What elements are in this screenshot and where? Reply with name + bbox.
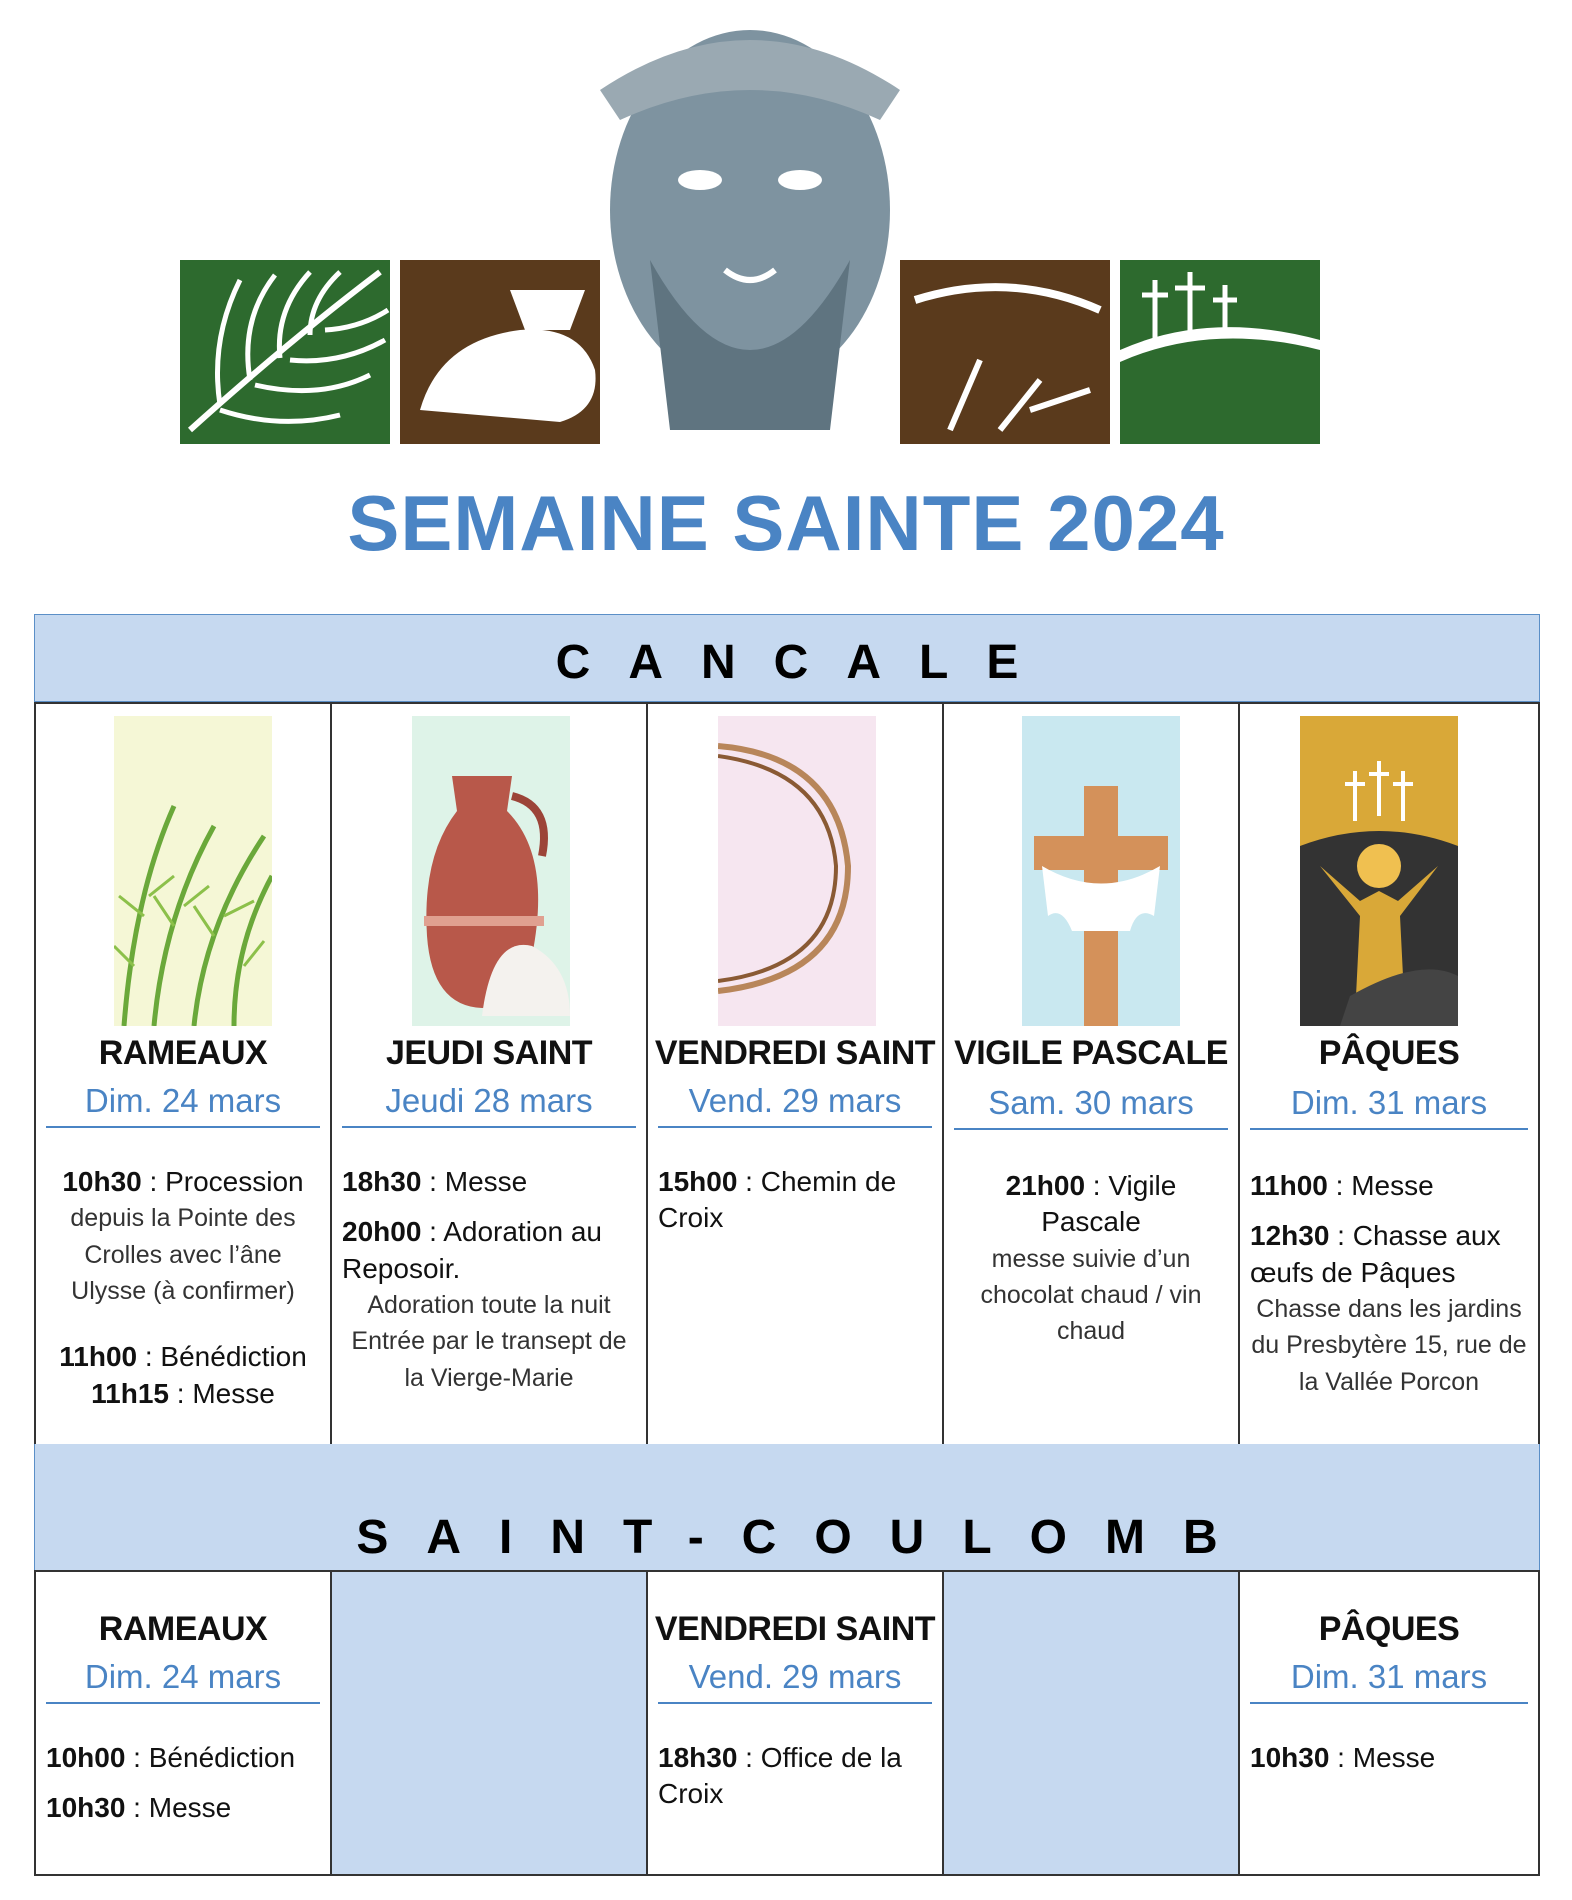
day-date: Sam. 30 mars xyxy=(954,1084,1228,1130)
day-title: PÂQUES xyxy=(1318,1610,1460,1648)
entry-text: : Chemin de Croix xyxy=(658,1166,897,1234)
entry xyxy=(954,1168,1228,1350)
entry-text: : Bénédiction xyxy=(137,1341,307,1373)
pitcher-and-towel-icon xyxy=(412,716,570,1026)
entry-time: 21h00 xyxy=(1005,1170,1086,1201)
entry-text: : Vigile Pascale xyxy=(1041,1170,1177,1238)
day-title: PÂQUES xyxy=(1318,1034,1460,1072)
entry-text: : Messe xyxy=(421,1166,528,1197)
cancale-day-vigile-pascale xyxy=(942,702,1240,1446)
cancale-day-paques xyxy=(1238,702,1540,1446)
christ-face-icon xyxy=(600,30,900,430)
day-title: VENDREDI SAINT xyxy=(654,1610,936,1648)
entry xyxy=(46,1164,320,1309)
page-title: SEMAINE SAINTE 2024 xyxy=(347,479,1225,567)
entry-time: 10h30 xyxy=(62,1166,142,1197)
entry-text: : Messe xyxy=(125,1792,232,1824)
entry-time: 11h00 xyxy=(1250,1170,1328,1201)
holy-week-banner-illustration xyxy=(180,10,1320,450)
cross-with-shroud-icon xyxy=(1022,716,1180,1026)
entry xyxy=(46,1790,320,1826)
entries-list xyxy=(658,1164,932,1245)
day-date: Dim. 24 mars xyxy=(46,1658,320,1704)
entry-time: 15h00 xyxy=(658,1166,738,1197)
entry-note: Adoration toute la nuit Entrée par le transept de la Vierge-Marie xyxy=(351,1291,627,1392)
entry-time: 11h15 xyxy=(91,1377,170,1409)
entries-list xyxy=(342,1164,636,1404)
day-title: VENDREDI SAINT xyxy=(654,1034,936,1072)
entry-time: 10h30 xyxy=(1250,1742,1330,1773)
entry-text: : Adoration au Reposoir. xyxy=(342,1216,602,1284)
saint-coulomb-empty-cell xyxy=(942,1570,1240,1876)
entry xyxy=(1250,1168,1528,1204)
day-title: VIGILE PASCALE xyxy=(954,1034,1228,1072)
entry-time: 18h30 xyxy=(658,1742,738,1773)
entry xyxy=(1250,1740,1528,1776)
entry xyxy=(46,1339,320,1375)
saint-coulomb-day-vendredi-saint xyxy=(646,1570,944,1876)
holy-week-schedule-table xyxy=(34,614,1540,1876)
saint-coulomb-day-paques xyxy=(1238,1570,1540,1876)
day-title: JEUDI SAINT xyxy=(385,1034,593,1072)
entry xyxy=(46,1740,320,1776)
entry xyxy=(1250,1218,1528,1400)
crown-of-thorns-icon xyxy=(718,716,876,1026)
saint-coulomb-day-rameaux xyxy=(34,1570,332,1876)
entry-note: depuis la Pointe des Crolles avec l’âne Ulysse (à confirmer) xyxy=(70,1204,296,1305)
entry-text: : Messe xyxy=(1327,1170,1434,1201)
risen-christ-icon xyxy=(1300,716,1458,1026)
bread-and-cup-icon xyxy=(400,260,600,444)
entry-time: 10h30 xyxy=(46,1792,126,1824)
day-date: Dim. 31 mars xyxy=(1250,1084,1528,1130)
day-date: Dim. 31 mars xyxy=(1250,1658,1528,1704)
entry-text: : Messe xyxy=(1329,1742,1436,1773)
cancale-label: CANCALE xyxy=(555,636,1057,689)
entry-time: 18h30 xyxy=(342,1166,422,1197)
entry-text: : Procession xyxy=(141,1166,304,1197)
entry-text: : Office de la Croix xyxy=(658,1742,902,1810)
entries-list xyxy=(954,1168,1228,1358)
entry-time: 11h00 xyxy=(59,1341,138,1373)
cancale-day-rameaux xyxy=(34,702,332,1446)
entry-text: : Messe xyxy=(169,1377,275,1409)
entries-list xyxy=(658,1740,932,1821)
saint-coulomb-empty-cell xyxy=(330,1570,648,1876)
crown-and-nails-icon xyxy=(900,260,1110,444)
calvary-hill-icon xyxy=(1120,260,1320,444)
entry xyxy=(342,1164,636,1200)
entry-time: 20h00 xyxy=(342,1216,422,1248)
entry xyxy=(342,1214,636,1396)
day-date: Vend. 29 mars xyxy=(658,1658,932,1704)
cancale-day-vendredi-saint xyxy=(646,702,944,1446)
saint-coulomb-label: SAINT-COULOMB xyxy=(356,1511,1256,1564)
cancale-day-jeudi-saint xyxy=(330,702,648,1446)
cancale-band xyxy=(34,614,1540,702)
saint-coulomb-band xyxy=(34,1444,1540,1572)
entry xyxy=(658,1740,932,1813)
entry xyxy=(46,1376,320,1412)
day-title: RAMEAUX xyxy=(98,1610,268,1648)
palm-branch-icon xyxy=(180,260,390,444)
day-date: Vend. 29 mars xyxy=(658,1082,932,1128)
entries-list xyxy=(46,1740,320,1835)
entry-time: 12h30 xyxy=(1250,1220,1330,1252)
entry-note: messe suivie d’un chocolat chaud / vin chaud xyxy=(980,1244,1202,1346)
day-date: Dim. 24 mars xyxy=(46,1082,320,1128)
entry-time: 10h00 xyxy=(46,1742,126,1773)
entries-list xyxy=(1250,1740,1528,1784)
entries-list xyxy=(1250,1168,1528,1408)
entry xyxy=(658,1164,932,1237)
entry-note: Chasse dans les jardins du Presbytère 15, rue de la Vallée Porcon xyxy=(1251,1295,1527,1396)
entry-text: : Bénédiction xyxy=(125,1742,296,1773)
entry-text: : Chasse aux œufs de Pâques xyxy=(1250,1220,1501,1288)
day-title: RAMEAUX xyxy=(98,1034,268,1072)
day-date: Jeudi 28 mars xyxy=(342,1082,636,1128)
palm-leaves-icon xyxy=(114,716,272,1026)
entries-list xyxy=(46,1164,320,1420)
